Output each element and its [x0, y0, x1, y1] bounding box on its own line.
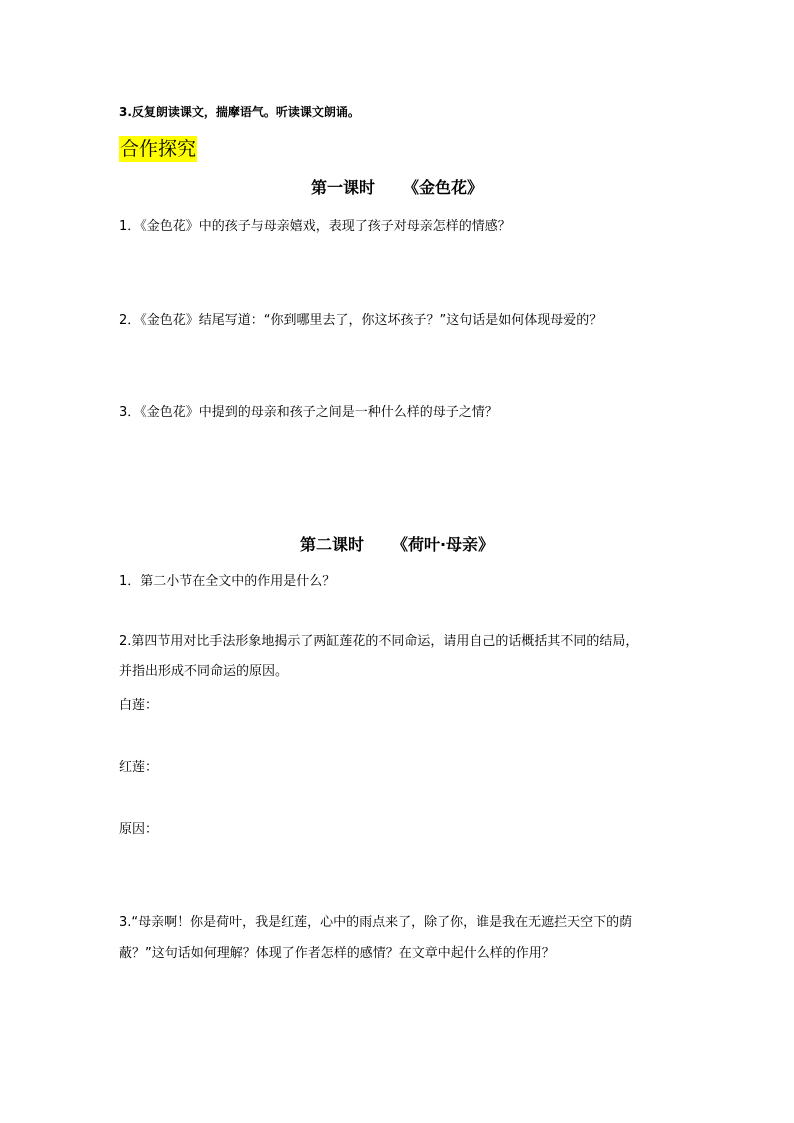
lesson2-question-2-line-1: 2.第四节用对比手法形象地揭示了两缸莲花的不同命运，请用自己的话概括其不同的结局， — [119, 634, 639, 649]
lesson2-question-1: 1．第二小节在全文中的作用是什么？ — [119, 574, 336, 589]
lesson2-question-2-line-2: 并指出形成不同命运的原因。 — [119, 664, 289, 679]
label-reason: 原因： — [119, 822, 159, 837]
lesson2-title — [0, 533, 794, 557]
lesson1-question-3: 3．《金色花》中提到的母亲和孩子之间是一种什么样的母子之情？ — [119, 405, 498, 420]
lesson1-question-1: 1．《金色花》中的孩子与母亲嬉戏，表现了孩子对母亲怎样的情感？ — [119, 219, 511, 234]
lesson2-question-3-line-2: 蔽？”这句话如何理解？体现了作者怎样的感情？在文章中起什么样的作用？ — [119, 946, 555, 961]
lesson1-question-2: 2．《金色花》结尾写道：“你到哪里去了，你这坏孩子？”这句话是如何体现母爱的？ — [119, 313, 603, 328]
intro-item-3: 3.反复朗读课文，揣摩语气。听读课文朗诵。 — [119, 105, 360, 119]
lesson1-title-label: 第一课时 — [310, 178, 375, 197]
label-red-lotus: 红莲： — [119, 760, 159, 775]
label-white-lotus: 白莲： — [119, 698, 159, 713]
lesson1-title — [0, 176, 794, 200]
lesson1-title-text: 《金色花》 — [403, 178, 484, 197]
lesson2-question-3-line-1: 3.“母亲啊！你是荷叶，我是红莲，心中的雨点来了，除了你，谁是我在无遮拦天空下的荫 — [119, 915, 633, 930]
lesson2-title-text: 《荷叶·母亲》 — [391, 535, 495, 554]
section-tag: 合作探究 — [120, 138, 197, 160]
lesson2-title-label: 第二课时 — [299, 535, 364, 554]
